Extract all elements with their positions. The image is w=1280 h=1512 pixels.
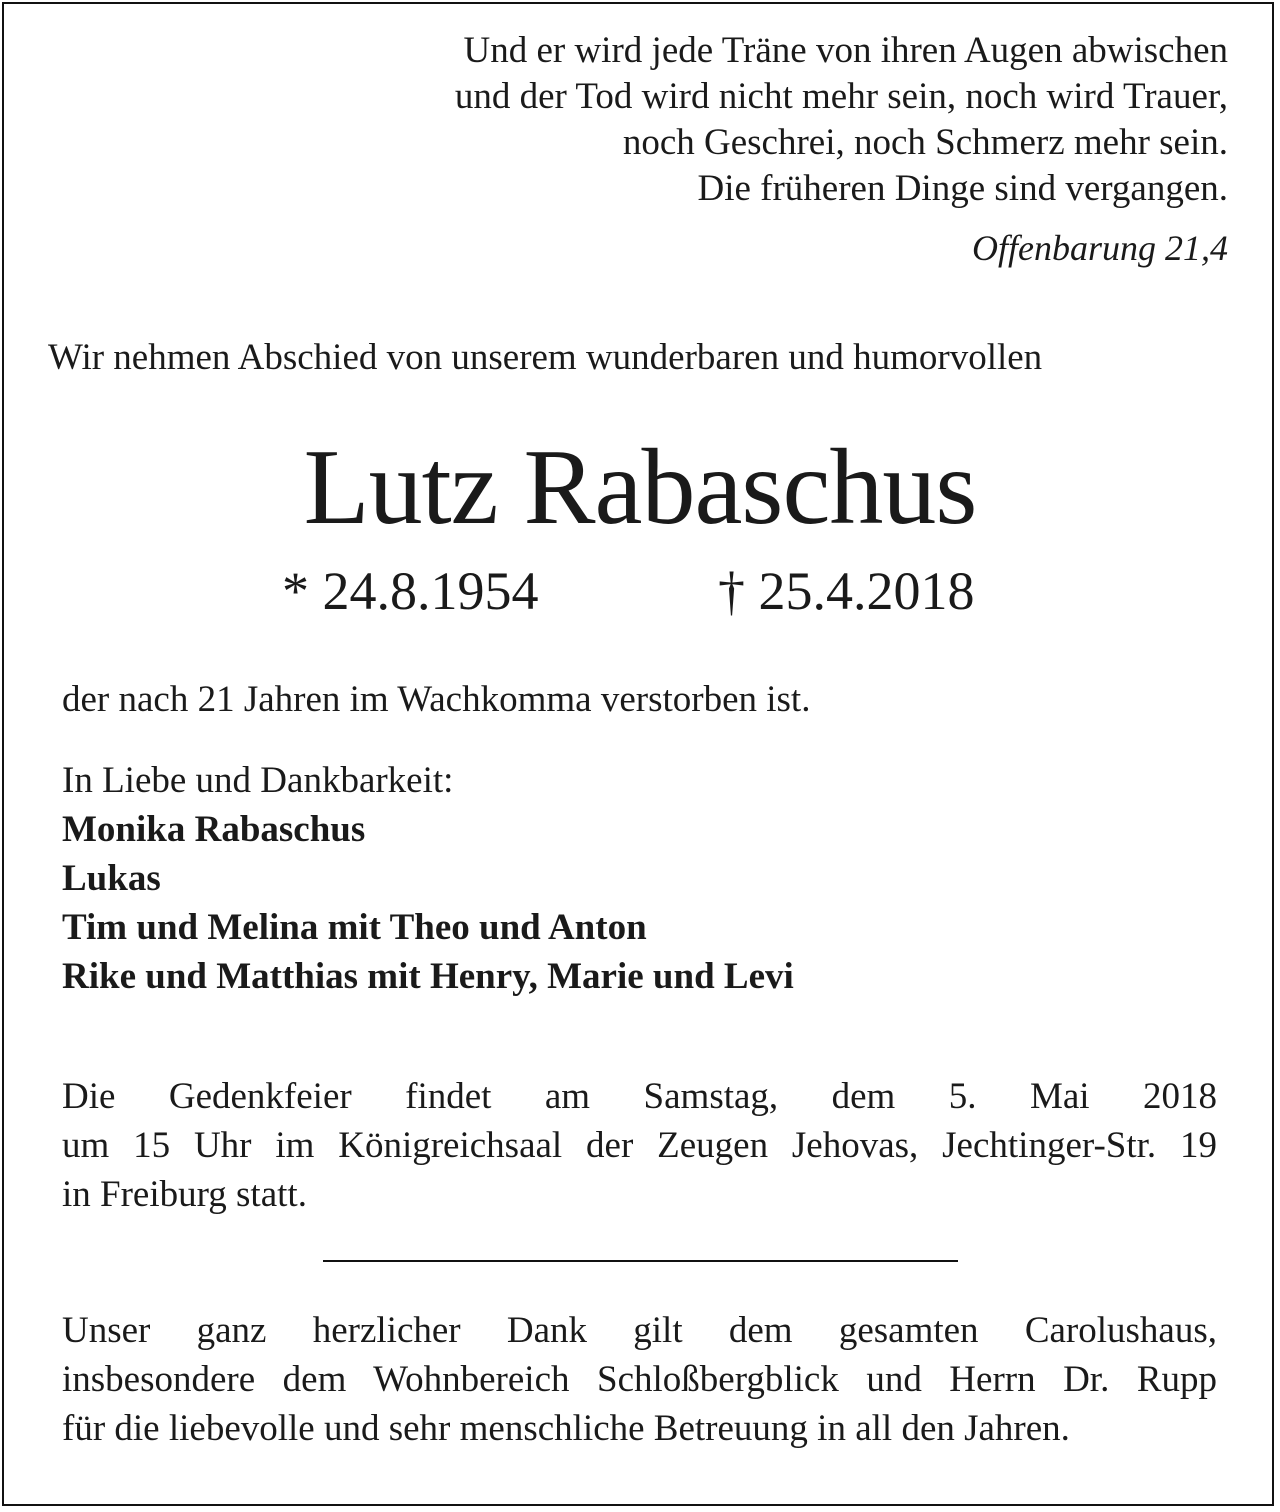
farewell-intro: Wir nehmen Abschied von unserem wunderbaren und humorvollen (48, 337, 1043, 378)
divider-line (323, 1260, 958, 1262)
thanks-line: für die liebevolle und sehr menschliche Betreuung in all den Jahren. (62, 1408, 1070, 1449)
death-date: † 25.4.2018 (718, 561, 975, 621)
ceremony-line: in Freiburg statt. (62, 1174, 307, 1215)
bible-verse (455, 28, 1228, 212)
thanks-line: Unser ganz herzlicher Dank gilt dem gesamten Carolushaus, (62, 1310, 1217, 1351)
after-text: der nach 21 Jahren im Wachkomma verstorben ist. (62, 679, 811, 720)
bible-verse-line: Die früheren Dinge sind vergangen. (697, 168, 1228, 209)
thanks-paragraph (62, 1306, 1217, 1453)
bible-verse-line: Und er wird jede Träne von ihren Augen abwischen (463, 30, 1228, 71)
bible-verse-line: noch Geschrei, noch Schmerz mehr sein. (622, 122, 1228, 163)
mourners-heading: In Liebe und Dankbarkeit: (62, 760, 454, 801)
ceremony-paragraph (62, 1072, 1217, 1219)
bible-verse-source: Offenbarung 21,4 (972, 228, 1228, 268)
bible-verse-line: und der Tod wird nicht mehr sein, noch wird Trauer, (454, 76, 1228, 117)
deceased-name: Lutz Rabaschus (303, 428, 977, 547)
ceremony-line: um 15 Uhr im Königreichsaal der Zeugen Jehovas, Jechtinger-Str. 19 (62, 1125, 1217, 1166)
mourner-name: Monika Rabaschus (62, 809, 366, 850)
birth-date: * 24.8.1954 (282, 561, 539, 621)
mourners-list (62, 756, 794, 1001)
mourner-name: Rike und Matthias mit Henry, Marie und Levi (62, 956, 794, 997)
thanks-line: insbesondere dem Wohnbereich Schloßbergblick und Herrn Dr. Rupp (62, 1359, 1217, 1400)
ceremony-line: Die Gedenkfeier findet am Samstag, dem 5. Mai 2018 (62, 1076, 1217, 1117)
mourner-name: Lukas (62, 858, 161, 899)
mourner-name: Tim und Melina mit Theo und Anton (62, 907, 647, 948)
